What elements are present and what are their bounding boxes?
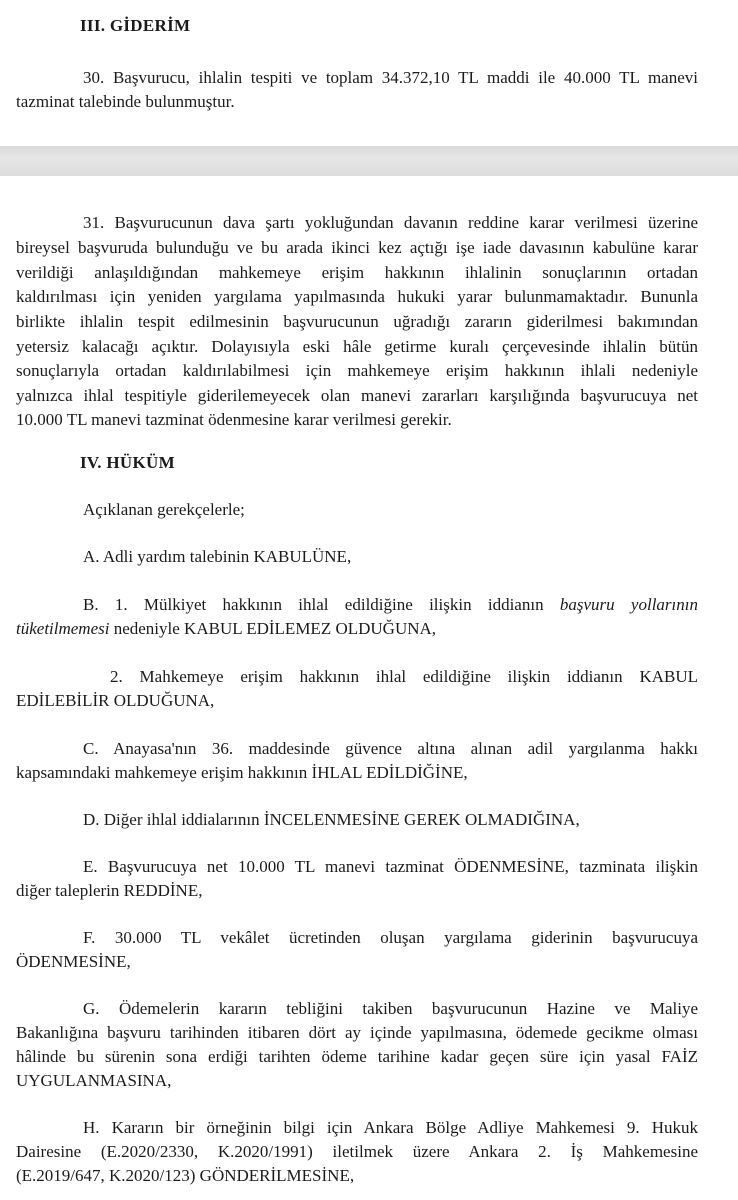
paragraph-31-line-7: sonuçlarıyla ortadan kaldırılabilmesi için mahkemeye erişim hakkının ihlali nedeniyle: [16, 361, 698, 380]
paragraph-31-line-3: verildiği anlaşıldığından mahkemeye erişim hakkının ihlalinin sonuçlarının ortadan: [16, 263, 698, 282]
verdict-item-b1-text: B. 1. Mülkiyet hakkının ihlal edildiğine ilişkin iddianın: [83, 595, 560, 614]
paragraph-30-line-1: 30. Başvurucu, ihlalin tespiti ve toplam 34.372,10 TL maddi ile 40.000 TL manevi: [83, 68, 698, 87]
verdict-item-c-line-1: C. Anayasa'nın 36. maddesinde güvence altına alınan adil yargılanma hakkı: [83, 739, 698, 758]
verdict-item-b2-line-2: EDİLEBİLİR OLDUĞUNA,: [16, 691, 215, 710]
paragraph-31-line-2: bireysel başvuruda bulunduğu ve bu arada ikinci kez açtığı işe iade davasının kabulüne karar: [16, 238, 698, 257]
paragraph-31-line-4: kaldırılması için yeniden yargılama yapılmasında hukuki yarar bulunmamaktadır. Bununla: [16, 287, 698, 306]
section-heading-giderim: III. GİDERİM: [80, 16, 191, 35]
verdict-item-f-line-1: F. 30.000 TL vekâlet ücretinden oluşan yargılama giderinin başvurucuya: [83, 928, 698, 947]
verdict-item-b1-line-1: [16, 593, 698, 617]
verdict-item-h-line-1: H. Kararın bir örneğinin bilgi için Ankara Bölge Adliye Mahkemesi 9. Hukuk: [83, 1118, 698, 1137]
paragraph-31-line-9: 10.000 TL manevi tazminat ödenmesine karar verilmesi gerekir.: [16, 410, 452, 429]
paragraph-31-line-8: yalnızca ihlal tespitiyle giderilemeyecek olan manevi zararları karşılığında başvurucuya net: [16, 386, 698, 405]
page-separator: [0, 146, 738, 176]
paragraph-31-line-6: yetersiz kalacağı açıktır. Dolayısıyla eski hâle getirme kuralı çerçevesinde ihlalin bütün: [16, 337, 698, 356]
verdict-item-b1-italic: başvuru yollarının: [559, 595, 698, 614]
verdict-item-e-line-1: E. Başvurucuya net 10.000 TL manevi tazminat ÖDENMESİNE, tazminata ilişkin: [83, 857, 698, 876]
verdict-item-d: D. Diğer ihlal iddialarının İNCELENMESİNE GEREK OLMADIĞINA,: [83, 810, 580, 829]
verdict-item-b1-italic-2: tüketilmemesi: [16, 619, 110, 638]
verdict-item-h-line-2: Dairesine (E.2020/2330, K.2020/1991) iletilmek üzere Ankara 2. İş Mahkemesine: [16, 1142, 698, 1161]
verdict-item-g-line-2: Bakanlığına başvuru tarihinden itibaren dört ay içinde yapılmasına, ödemede gecikme olması: [16, 1023, 698, 1042]
verdict-item-h-line-3: (E.2019/647, K.2020/123) GÖNDERİLMESİNE,: [16, 1166, 355, 1185]
verdict-item-g-line-4: UYGULANMASINA,: [16, 1071, 172, 1090]
verdict-item-b2-line-1: 2. Mahkemeye erişim hakkının ihlal edildiğine ilişkin iddianın KABUL: [110, 667, 698, 686]
paragraph-31-line-5: birlikte ihlalin tespit edilmesinin başvurucunun uğradığı zararın giderilmesi bakımından: [16, 312, 698, 331]
section-heading-hukum: IV. HÜKÜM: [80, 453, 175, 472]
paragraph-31-line-1: 31. Başvurucunun dava şartı yokluğundan davanın reddine karar verilmesi üzerine: [83, 213, 698, 232]
verdict-item-f-line-2: ÖDENMESİNE,: [16, 952, 131, 971]
verdict-intro: Açıklanan gerekçelerle;: [83, 500, 245, 519]
paragraph-30-line-2: tazminat talebinde bulunmuştur.: [16, 92, 235, 111]
verdict-item-b1-text-2: nedeniyle KABUL EDİLEMEZ OLDUĞUNA,: [109, 619, 437, 638]
verdict-item-c-line-2: kapsamındaki mahkemeye erişim hakkının İHLAL EDİLDİĞİNE,: [16, 763, 468, 782]
verdict-item-b1-line-2: [16, 617, 698, 641]
verdict-item-g-line-3: hâlinde bu sürenin sona erdiği tarihten ödeme tarihine kadar geçen süre için yasal FAİZ: [16, 1047, 698, 1066]
verdict-item-e-line-2: diğer taleplerin REDDİNE,: [16, 881, 203, 900]
verdict-item-a: A. Adli yardım talebinin KABULÜNE,: [83, 547, 352, 566]
verdict-item-g-line-1: G. Ödemelerin kararın tebliğini takiben başvurucunun Hazine ve Maliye: [83, 999, 698, 1018]
